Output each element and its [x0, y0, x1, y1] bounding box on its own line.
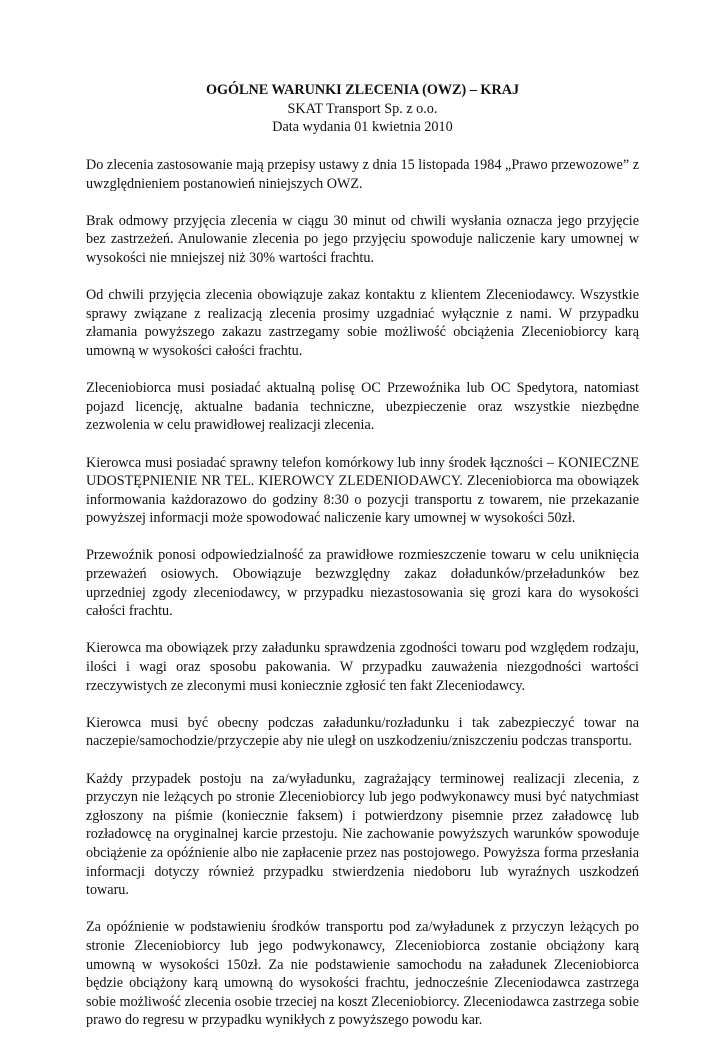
issue-date: Data wydania 01 kwietnia 2010	[272, 119, 453, 136]
company-name: SKAT Transport Sp. z o.o.	[287, 100, 438, 117]
paragraph-driver-presence: Kierowca musi być obecny podczas załadunku/rozładunku i tak zabezpieczyć towar na naczepie/samochodzie/przyczepie aby nie uległ on uszkodzeniu/zniszczeniu podczas transportu.	[86, 714, 639, 750]
paragraph-legal-basis: Do zlecenia zastosowanie mają przepisy ustawy z dnia 15 listopada 1984 „Prawo przewozowe” z uwzględnieniem postanowień niniejszych OWZ.	[86, 157, 639, 192]
document-title: OGÓLNE WARUNKI ZLECENIA (OWZ) – KRAJ	[205, 82, 520, 98]
paragraph-insurance-licences: Zleceniobiorca musi posiadać aktualną polisę OC Przewoźnika lub OC Spedytora, natomiast pojazd licencję, aktualne badania techniczne, ubezpieczenie oraz wszystkie niezbędne zezwolenia w celu prawidłowej realizacji zlecenia.	[86, 380, 639, 434]
paragraph-load-distribution: Przewoźnik ponosi odpowiedzialność za prawidłowe rozmieszczenie towaru w celu uniknięcia przeważeń osiowych. Obowiązuje bezwzględny zakaz doładunków/przeładunków bez uprzedniej zgody zleceniodawcy, w przypadku niezastosowania się grozi kara do wysokości całości frachtu.	[86, 547, 639, 620]
document-body	[86, 156, 639, 1049]
paragraph-downtime-reporting: Każdy przypadek postoju na za/wyładunku, zagrażający terminowej realizacji zlecenia, z przyczyn nie leżących po stronie Zleceniobiorcy lub jego podwykonawcy musi być natychmiast zgłoszony na piśmie (koniecznie faksem) i potwierdzony pisemnie przez załadowcę lub rozładowcę na oryginalnej karcie przestoju. Nie zachowanie powyższych warunków spowoduje obciążenie za opóźnienie albo nie zapłacenie przez nas postojowego. Powyższa forma przesłania informacji dotyczy również przypadku stwierdzenia niedoboru lub wyraźnych uszkodzeń towaru.	[86, 770, 639, 899]
paragraph-delay-penalties: Za opóźnienie w podstawieniu środków transportu pod za/wyładunek z przyczyn leżących po stronie Zleceniobiorcy lub jego podwykonawcy, Zleceniobiorca zostanie obciążony karą umowną w wysokości 150zł. Za nie podstawienie samochodu na załadunek Zleceniobiorca będzie obciążony karą umowną do wysokości frachtu, jednocześnie Zleceniodawca zastrzega sobie możliwość zlecenia osobie trzeciej na koszt Zleceniobiorcy. Zleceniodawca zastrzega sobie prawo do regresu w przypadku wynikłych z powyższego powodu kar.	[86, 919, 639, 1029]
document-header	[86, 81, 639, 137]
paragraph-order-acceptance: Brak odmowy przyjęcia zlecenia w ciągu 30 minut od chwili wysłania oznacza jego przyjęcie bez zastrzeżeń. Anulowanie zlecenia po jego przyjęciu spowoduje naliczenie kary umownej w wysokości nie mniejszej niż 30% wartości frachtu.	[86, 212, 639, 266]
paragraph-driver-phone: Kierowca musi posiadać sprawny telefon komórkowy lub inny środek łączności – KONIECZNE UDOSTĘPNIENIE NR TEL. KIEROWCY ZLEDENIODAWCY. Zleceniobiorca ma obowiązek informowania każdorazowo do godziny 8:30 o pozycji transportu z towarem, nie przekazanie powyższej informacji może spowodować naliczenie kary umownej w wysokości 50zł.	[86, 454, 639, 527]
paragraph-client-contact-ban: Od chwili przyjęcia zlecenia obowiązuje zakaz kontaktu z klientem Zleceniodawcy. Wszystkie sprawy związane z realizacją zlecenia prosimy uzgadniać wyłącznie z nami. W przypadku złamania powyższego zakazu zastrzegamy sobie możliwość obciążenia Zleceniobiorcy karą umowną w wysokości całości frachtu.	[86, 287, 639, 359]
paragraph-cargo-verification: Kierowca ma obowiązek przy załadunku sprawdzenia zgodności towaru pod względem rodzaju, ilości i wagi oraz sposobu pakowania. W przypadku zauważenia niezgodności wartości rzeczywistych ze zleconymi musi koniecznie zgłosić ten fakt Zleceniodawcy.	[86, 640, 639, 694]
